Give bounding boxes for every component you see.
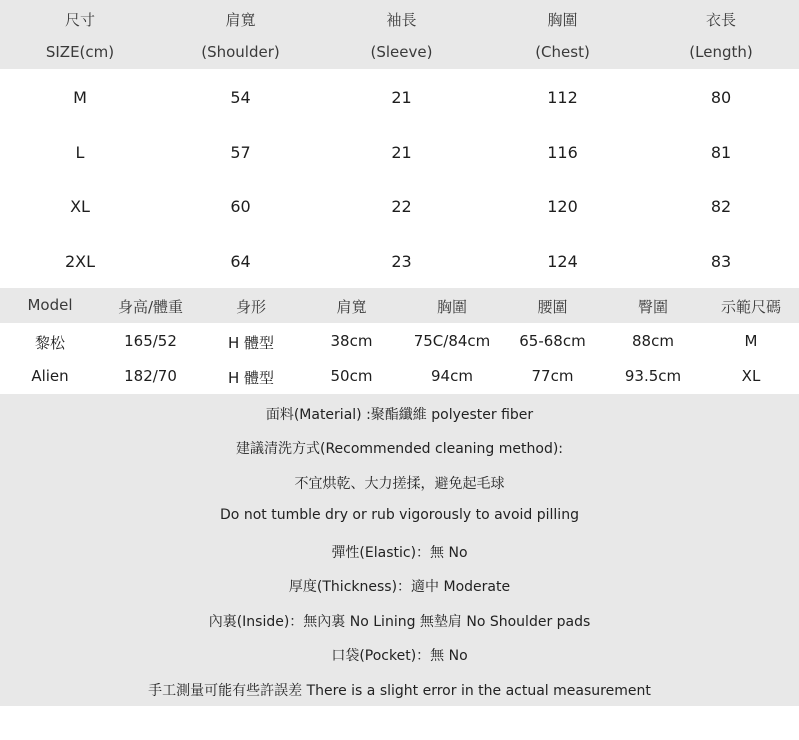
material-note: 面料(Material) :聚酯纖維 polyester fiber [265,407,534,423]
demo-size-cell: XL [741,367,761,385]
hip-cell: 88cm [632,332,674,350]
shoulder-cell: 64 [230,252,251,271]
sleeve-cell: 21 [391,88,412,107]
length-header-en: (Length) [689,43,753,61]
shoulder-header-en: (Shoulder) [201,43,280,61]
body-shape-cell: H 體型 [227,334,275,352]
length-cell: 83 [710,252,732,271]
shoulder-header-zh: 肩寬 [225,11,256,29]
cleaning-note-en: Do not tumble dry or rub vigorously to avoid pilling [220,507,579,523]
hip-header: 臀圍 [637,298,668,316]
shoulder-cell: 60 [230,197,251,216]
waist-cell: 65-68cm [519,332,586,350]
cleaning-note-zh: 不宜烘乾、大力搓揉，避免起毛球 [294,476,505,492]
shoulder-cell: 57 [230,143,251,162]
length-header-zh: 衣長 [705,11,736,29]
waist-cell: 77cm [531,367,574,385]
chest-header: 胸圍 [436,298,467,316]
size-header-zh: 尺寸 [64,11,95,29]
length-cell: 80 [710,88,732,107]
model-header: Model [27,296,73,314]
chest-cell: 94cm [431,367,473,385]
size-table-header [0,0,799,69]
thickness-note: 厚度(Thickness)：適中 Moderate [288,579,511,595]
chest-cell: 112 [547,88,578,107]
measurement-error-note: 手工測量可能有些許誤差 There is a slight error in the actual measurement [148,683,651,699]
length-cell: 81 [710,143,732,162]
size-header-en: SIZE(cm) [45,43,115,61]
hip-cell: 93.5cm [624,367,682,385]
body-shape-cell: H 體型 [227,369,275,387]
sleeve-header-zh: 袖長 [386,11,417,29]
chest-cell: 116 [547,143,578,162]
chest-cell: 124 [547,252,578,271]
demo-size-cell: M [744,332,758,350]
height-weight-header: 身高/體重 [117,298,184,316]
size-cell: XL [70,197,90,216]
chest-header-zh: 胸圍 [547,11,578,29]
model-name-cell: 黎松 [34,334,65,352]
size-cell: 2XL [64,252,96,271]
elastic-note: 彈性(Elastic)：無 No [331,545,468,561]
height-weight-cell: 182/70 [124,367,177,385]
lining-note: 內裏(Inside)：無內裏 No Lining 無墊肩 No Shoulder pads [208,614,591,630]
sleeve-cell: 23 [391,252,412,271]
chest-header-en: (Chest) [535,43,590,61]
shoulder-header: 肩寬 [336,298,367,316]
sleeve-cell: 22 [391,197,412,216]
sleeve-cell: 21 [391,143,412,162]
product-notes [0,394,799,706]
height-weight-cell: 165/52 [124,332,177,350]
shoulder-cell: 54 [230,88,251,107]
sleeve-header-en: (Sleeve) [370,43,433,61]
model-name-cell: Alien [31,367,69,385]
body-shape-header: 身形 [235,298,266,316]
shoulder-cell: 38cm [330,332,373,350]
size-cell: M [73,88,87,107]
model-table-header [0,288,799,323]
cleaning-method-heading: 建議清洗方式(Recommended cleaning method): [235,441,564,457]
chest-cell: 120 [547,197,578,216]
waist-header: 腰圍 [537,298,568,316]
pocket-note: 口袋(Pocket)：無 No [331,648,468,664]
size-cell: L [75,143,85,162]
demo-size-header: 示範尺碼 [720,298,781,316]
length-cell: 82 [710,197,732,216]
chest-cell: 75C/84cm [413,332,491,350]
shoulder-cell: 50cm [330,367,373,385]
